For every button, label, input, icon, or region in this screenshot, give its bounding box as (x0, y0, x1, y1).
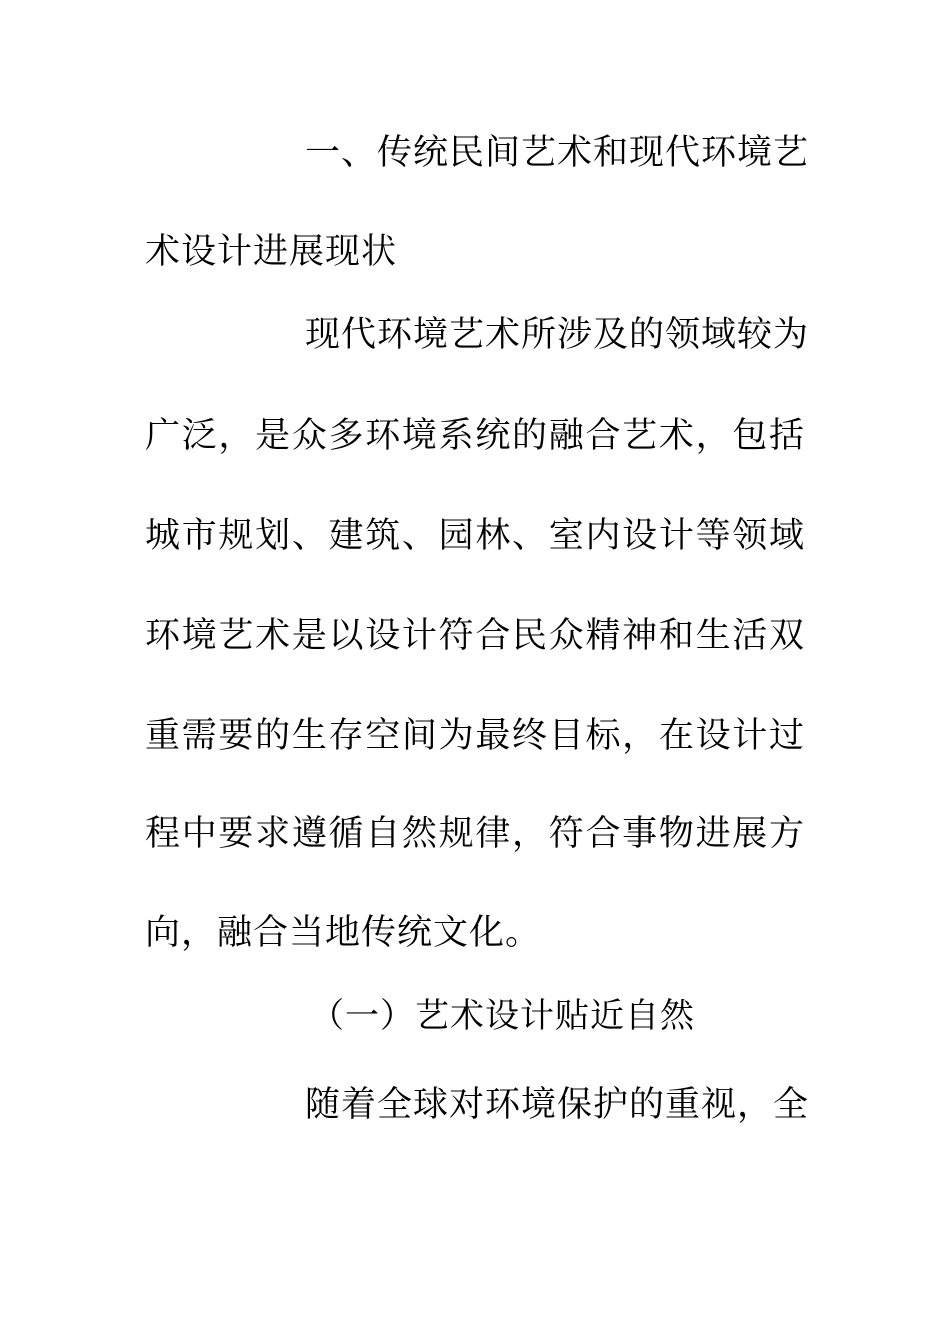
paragraph-line: 现代环境艺术所涉及的领域较为 (305, 315, 810, 355)
paragraph-line: 环境艺术是以设计符合民众精神和生活双 (145, 616, 805, 656)
subsection-heading: （一）艺术设计贴近自然 (310, 996, 695, 1036)
paragraph-line: 随着全球对环境保护的重视，全 (305, 1085, 810, 1125)
paragraph-line: 程中要求遵循自然规律，符合事物进展方 (145, 814, 805, 854)
paragraph-line: 向，融合当地传统文化。 (145, 913, 542, 953)
section-heading-line-1: 一、传统民间艺术和现代环境艺 (305, 133, 810, 173)
paragraph-line: 广泛，是众多环境系统的融合艺术，包括 (145, 416, 805, 456)
section-heading-line-2: 术设计进展现状 (145, 232, 398, 272)
paragraph-line: 城市规划、建筑、园林、室内设计等领域 (145, 516, 805, 556)
paragraph-line: 重需要的生存空间为最终目标，在设计过 (145, 716, 805, 756)
